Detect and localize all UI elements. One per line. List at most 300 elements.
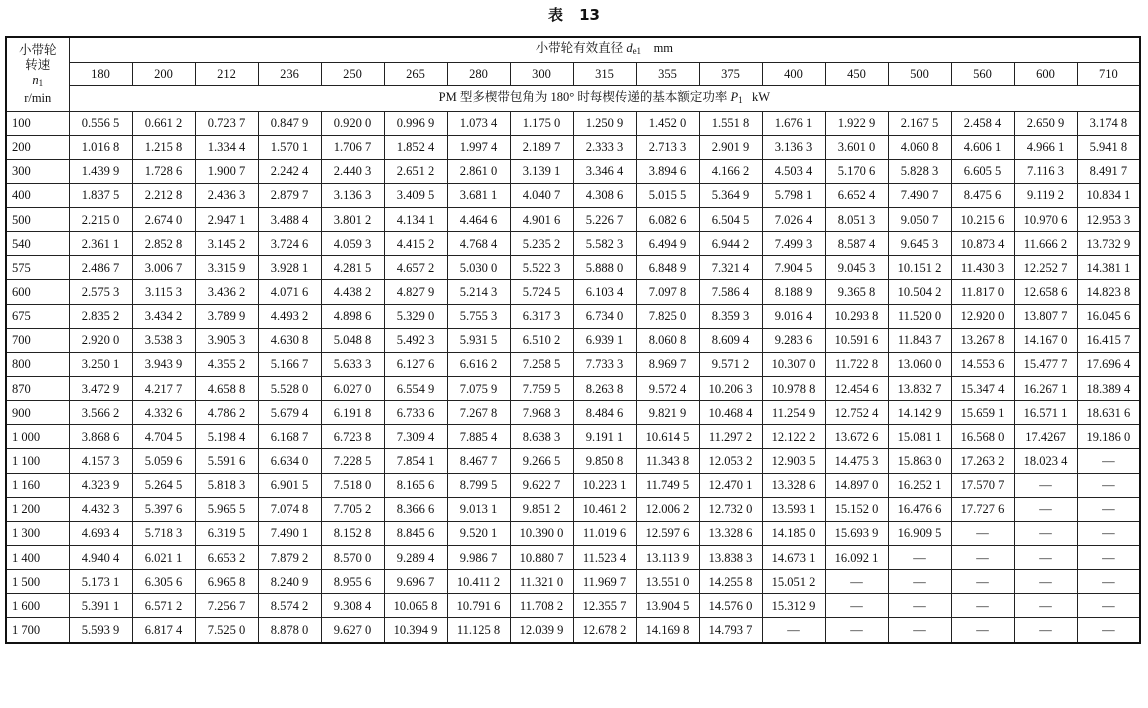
speed-cell: 300: [6, 159, 69, 183]
power-value-cell: 14.576 0: [699, 594, 762, 618]
diameter-group-header: [69, 37, 1140, 62]
power-value-cell: —: [888, 618, 951, 643]
power-value-cell: 3.006 7: [132, 256, 195, 280]
power-value-cell: 5.329 0: [384, 304, 447, 328]
power-value-cell: 12.732 0: [699, 497, 762, 521]
power-value-cell: 9.308 4: [321, 594, 384, 618]
power-value-cell: 6.027 0: [321, 377, 384, 401]
power-value-cell: 9.696 7: [384, 570, 447, 594]
power-value-cell: 16.909 5: [888, 521, 951, 545]
power-value-cell: 9.851 2: [510, 497, 573, 521]
power-value-cell: 14.475 3: [825, 449, 888, 473]
power-value-cell: 10.978 8: [762, 377, 825, 401]
power-value-cell: 4.901 6: [510, 208, 573, 232]
power-value-cell: —: [951, 521, 1014, 545]
power-value-cell: 13.732 9: [1077, 232, 1140, 256]
table-row: [6, 546, 1140, 570]
power-value-cell: —: [1077, 497, 1140, 521]
speed-cell: 900: [6, 401, 69, 425]
power-value-cell: 3.905 3: [195, 328, 258, 352]
power-value-cell: 7.904 5: [762, 256, 825, 280]
table-row: [6, 377, 1140, 401]
power-value-cell: 11.321 0: [510, 570, 573, 594]
power-value-cell: 4.940 4: [69, 546, 132, 570]
table-row: [6, 473, 1140, 497]
power-value-cell: 9.572 4: [636, 377, 699, 401]
diameter-header-cell: 450: [825, 62, 888, 85]
power-value-cell: 6.734 0: [573, 304, 636, 328]
power-value-cell: —: [762, 618, 825, 643]
power-value-cell: 14.255 8: [699, 570, 762, 594]
power-value-cell: 2.167 5: [888, 111, 951, 135]
power-value-cell: 1.073 4: [447, 111, 510, 135]
power-value-cell: 2.835 2: [69, 304, 132, 328]
power-value-cell: 12.752 4: [825, 401, 888, 425]
power-value-cell: 7.968 3: [510, 401, 573, 425]
speed-symbol-sub: 1: [38, 77, 44, 88]
power-value-cell: 14.897 0: [825, 473, 888, 497]
power-value-cell: —: [888, 594, 951, 618]
speed-unit: r/min: [24, 90, 52, 105]
power-value-cell: —: [951, 546, 1014, 570]
power-value-cell: 2.436 3: [195, 183, 258, 207]
power-value-cell: 16.045 6: [1077, 304, 1140, 328]
power-value-cell: —: [1014, 546, 1077, 570]
power-value-cell: 11.430 3: [951, 256, 1014, 280]
power-value-cell: 5.397 6: [132, 497, 195, 521]
power-value-cell: 4.332 6: [132, 401, 195, 425]
speed-cell: 1 500: [6, 570, 69, 594]
power-value-cell: 10.461 2: [573, 497, 636, 521]
power-value-cell: 5.226 7: [573, 208, 636, 232]
power-value-cell: 8.467 7: [447, 449, 510, 473]
power-value-cell: 5.679 4: [258, 401, 321, 425]
power-value-cell: —: [1077, 570, 1140, 594]
table-row: [6, 304, 1140, 328]
power-value-cell: 7.759 5: [510, 377, 573, 401]
power-value-cell: 13.328 6: [699, 521, 762, 545]
power-value-cell: 1.250 9: [573, 111, 636, 135]
power-value-cell: 10.468 4: [699, 401, 762, 425]
power-value-cell: 9.850 8: [573, 449, 636, 473]
power-value-cell: 2.852 8: [132, 232, 195, 256]
power-value-cell: 6.848 9: [636, 256, 699, 280]
power-value-cell: 3.434 2: [132, 304, 195, 328]
power-value-cell: 8.165 6: [384, 473, 447, 497]
power-value-cell: 5.492 3: [384, 328, 447, 352]
power-value-cell: 3.136 3: [762, 135, 825, 159]
power-value-cell: 4.630 8: [258, 328, 321, 352]
power-value-cell: 6.901 5: [258, 473, 321, 497]
power-value-cell: 11.749 5: [636, 473, 699, 497]
power-value-cell: 10.307 0: [762, 352, 825, 376]
power-value-cell: 6.723 8: [321, 425, 384, 449]
power-value-cell: 4.827 9: [384, 280, 447, 304]
diameter-header-cell: 250: [321, 62, 384, 85]
table-row: [6, 111, 1140, 135]
power-value-cell: 6.494 9: [636, 232, 699, 256]
power-value-cell: 11.343 8: [636, 449, 699, 473]
power-value-cell: 5.170 6: [825, 159, 888, 183]
power-value-cell: 6.965 8: [195, 570, 258, 594]
power-value-cell: 10.591 6: [825, 328, 888, 352]
power-value-cell: 6.944 2: [699, 232, 762, 256]
power-symbol: P: [730, 89, 739, 104]
speed-cell: 400: [6, 183, 69, 207]
power-value-cell: 3.868 6: [69, 425, 132, 449]
diameter-symbol-sub: e1: [632, 46, 642, 57]
power-value-cell: 7.097 8: [636, 280, 699, 304]
power-value-cell: —: [888, 546, 951, 570]
power-value-cell: 5.214 3: [447, 280, 510, 304]
power-value-cell: 7.885 4: [447, 425, 510, 449]
power-value-cell: 9.013 1: [447, 497, 510, 521]
table-row: [6, 570, 1140, 594]
power-value-cell: 5.364 9: [699, 183, 762, 207]
power-value-cell: 12.053 2: [699, 449, 762, 473]
power-value-cell: 13.807 7: [1014, 304, 1077, 328]
power-value-cell: 6.634 0: [258, 449, 321, 473]
power-value-cell: 14.673 1: [762, 546, 825, 570]
power-value-cell: 12.122 2: [762, 425, 825, 449]
power-value-cell: 10.614 5: [636, 425, 699, 449]
power-value-cell: 0.723 7: [195, 111, 258, 135]
power-value-cell: 1.676 1: [762, 111, 825, 135]
power-value-cell: —: [825, 594, 888, 618]
power-value-cell: —: [1077, 473, 1140, 497]
power-value-cell: 4.040 7: [510, 183, 573, 207]
power-value-cell: 8.366 6: [384, 497, 447, 521]
power-value-cell: 9.045 3: [825, 256, 888, 280]
power-value-cell: 1.551 8: [699, 111, 762, 135]
power-value-cell: 15.659 1: [951, 401, 1014, 425]
power-value-cell: —: [1014, 521, 1077, 545]
power-value-cell: 16.252 1: [888, 473, 951, 497]
power-value-cell: 15.152 0: [825, 497, 888, 521]
power-value-cell: 7.586 4: [699, 280, 762, 304]
power-value-cell: —: [825, 570, 888, 594]
power-value-cell: 4.898 6: [321, 304, 384, 328]
power-value-cell: 11.297 2: [699, 425, 762, 449]
power-value-cell: 6.653 2: [195, 546, 258, 570]
power-value-cell: 4.606 1: [951, 135, 1014, 159]
power-value-cell: 11.666 2: [1014, 232, 1077, 256]
power-value-cell: 4.786 2: [195, 401, 258, 425]
power-value-cell: 2.458 4: [951, 111, 1014, 135]
power-value-cell: 6.510 2: [510, 328, 573, 352]
power-value-cell: —: [1077, 449, 1140, 473]
power-value-cell: 8.587 4: [825, 232, 888, 256]
power-value-cell: 7.879 2: [258, 546, 321, 570]
power-value-cell: 10.293 8: [825, 304, 888, 328]
diameter-header-cell: 180: [69, 62, 132, 85]
power-value-cell: 2.575 3: [69, 280, 132, 304]
caption-number: 13: [579, 6, 600, 24]
power-value-cell: 13.904 5: [636, 594, 699, 618]
speed-cell: 700: [6, 328, 69, 352]
power-value-cell: 10.791 6: [447, 594, 510, 618]
power-value-cell: 13.832 7: [888, 377, 951, 401]
diameter-header-cell: 280: [447, 62, 510, 85]
power-value-cell: 6.319 5: [195, 521, 258, 545]
speed-cell: 1 700: [6, 618, 69, 643]
power-value-cell: 6.103 4: [573, 280, 636, 304]
power-value-cell: 3.145 2: [195, 232, 258, 256]
power-value-cell: 18.023 4: [1014, 449, 1077, 473]
power-value-cell: 7.267 8: [447, 401, 510, 425]
speed-cell: 800: [6, 352, 69, 376]
speed-cell: 675: [6, 304, 69, 328]
power-value-cell: 3.538 3: [132, 328, 195, 352]
power-value-cell: 3.250 1: [69, 352, 132, 376]
power-value-cell: 14.793 7: [699, 618, 762, 643]
power-value-cell: 9.191 1: [573, 425, 636, 449]
power-value-cell: 10.504 2: [888, 280, 951, 304]
speed-cell: 1 000: [6, 425, 69, 449]
power-value-cell: 4.438 2: [321, 280, 384, 304]
power-value-cell: 3.566 2: [69, 401, 132, 425]
diameter-header-cell: 265: [384, 62, 447, 85]
power-value-cell: 4.308 6: [573, 183, 636, 207]
power-value-cell: 7.075 9: [447, 377, 510, 401]
power-value-cell: 5.198 4: [195, 425, 258, 449]
power-value-cell: 15.081 1: [888, 425, 951, 449]
table-row: [6, 521, 1140, 545]
power-value-cell: 2.947 1: [195, 208, 258, 232]
power-value-cell: 12.006 2: [636, 497, 699, 521]
power-value-cell: 13.838 3: [699, 546, 762, 570]
speed-cell: 870: [6, 377, 69, 401]
table-row: [6, 232, 1140, 256]
power-value-cell: 3.724 6: [258, 232, 321, 256]
table-row: [6, 449, 1140, 473]
speed-cell: 200: [6, 135, 69, 159]
power-value-cell: 4.157 3: [69, 449, 132, 473]
power-value-cell: 13.267 8: [951, 328, 1014, 352]
power-value-cell: 2.861 0: [447, 159, 510, 183]
power-value-cell: 13.113 9: [636, 546, 699, 570]
power-value-cell: 10.394 9: [384, 618, 447, 643]
diameter-header-cell: 236: [258, 62, 321, 85]
power-value-cell: 17.4267: [1014, 425, 1077, 449]
power-value-cell: 10.065 8: [384, 594, 447, 618]
speed-cell: 540: [6, 232, 69, 256]
speed-cell: 1 300: [6, 521, 69, 545]
power-value-cell: 3.789 9: [195, 304, 258, 328]
speed-cell: 100: [6, 111, 69, 135]
power-value-cell: 2.333 3: [573, 135, 636, 159]
power-value-cell: 6.571 2: [132, 594, 195, 618]
table-row: [6, 280, 1140, 304]
power-value-cell: 4.134 1: [384, 208, 447, 232]
power-value-cell: 3.174 8: [1077, 111, 1140, 135]
power-value-cell: 4.693 4: [69, 521, 132, 545]
diameter-header-cell: 200: [132, 62, 195, 85]
power-value-cell: 14.167 0: [1014, 328, 1077, 352]
power-value-cell: 0.556 5: [69, 111, 132, 135]
power-value-cell: 18.631 6: [1077, 401, 1140, 425]
power-value-cell: 7.490 7: [888, 183, 951, 207]
diameter-values-row: [6, 62, 1140, 85]
power-value-cell: 12.678 2: [573, 618, 636, 643]
power-value-cell: 15.477 7: [1014, 352, 1077, 376]
power-value-cell: 8.152 8: [321, 521, 384, 545]
power-value-cell: 16.476 6: [888, 497, 951, 521]
power-value-cell: 10.970 6: [1014, 208, 1077, 232]
power-value-cell: 13.328 6: [762, 473, 825, 497]
table-row: [6, 159, 1140, 183]
power-value-cell: 3.601 0: [825, 135, 888, 159]
power-value-cell: 4.059 3: [321, 232, 384, 256]
power-value-cell: 12.903 5: [762, 449, 825, 473]
power-value-cell: 6.305 6: [132, 570, 195, 594]
power-value-cell: 2.674 0: [132, 208, 195, 232]
power-value-cell: 7.499 3: [762, 232, 825, 256]
power-unit: kW: [751, 89, 771, 104]
power-value-cell: 5.235 2: [510, 232, 573, 256]
power-value-cell: 3.139 1: [510, 159, 573, 183]
diameter-unit: mm: [653, 41, 674, 56]
power-value-cell: 11.843 7: [888, 328, 951, 352]
power-value-cell: 8.878 0: [258, 618, 321, 643]
power-value-cell: 14.553 6: [951, 352, 1014, 376]
power-value-cell: 6.733 6: [384, 401, 447, 425]
power-value-cell: 3.315 9: [195, 256, 258, 280]
power-value-cell: 9.266 5: [510, 449, 573, 473]
power-value-cell: 16.267 1: [1014, 377, 1077, 401]
power-value-cell: 7.490 1: [258, 521, 321, 545]
table-caption: [0, 4, 1148, 25]
power-value-cell: 2.212 8: [132, 183, 195, 207]
power-value-cell: 13.593 1: [762, 497, 825, 521]
power-value-cell: 16.415 7: [1077, 328, 1140, 352]
power-value-cell: 2.361 1: [69, 232, 132, 256]
power-value-cell: —: [1077, 546, 1140, 570]
speed-cell: 500: [6, 208, 69, 232]
power-value-cell: 1.215 8: [132, 135, 195, 159]
power-value-cell: 4.355 2: [195, 352, 258, 376]
speed-cell: 1 160: [6, 473, 69, 497]
power-value-cell: 9.627 0: [321, 618, 384, 643]
power-value-cell: 12.355 7: [573, 594, 636, 618]
power-value-cell: 1.922 9: [825, 111, 888, 135]
power-value-cell: 8.188 9: [762, 280, 825, 304]
table-row: [6, 497, 1140, 521]
power-value-cell: 1.706 7: [321, 135, 384, 159]
power-value-cell: 8.051 3: [825, 208, 888, 232]
power-value-cell: 10.880 7: [510, 546, 573, 570]
power-value-cell: 4.323 9: [69, 473, 132, 497]
power-value-cell: 5.528 0: [258, 377, 321, 401]
power-value-cell: 9.821 9: [636, 401, 699, 425]
power-value-cell: —: [1077, 618, 1140, 643]
table-body: [6, 111, 1140, 643]
power-value-cell: 6.652 4: [825, 183, 888, 207]
power-value-cell: 4.657 2: [384, 256, 447, 280]
power-value-cell: 5.173 1: [69, 570, 132, 594]
power-value-cell: 3.801 2: [321, 208, 384, 232]
power-value-cell: 4.464 6: [447, 208, 510, 232]
power-value-cell: 16.571 1: [1014, 401, 1077, 425]
power-value-cell: 14.823 8: [1077, 280, 1140, 304]
power-value-cell: 9.365 8: [825, 280, 888, 304]
diameter-header-cell: 375: [699, 62, 762, 85]
power-value-cell: 3.472 9: [69, 377, 132, 401]
power-value-cell: 6.021 1: [132, 546, 195, 570]
power-value-cell: 1.837 5: [69, 183, 132, 207]
speed-cell: 1 400: [6, 546, 69, 570]
power-value-cell: 4.432 3: [69, 497, 132, 521]
power-value-cell: 0.847 9: [258, 111, 321, 135]
power-value-cell: 2.920 0: [69, 328, 132, 352]
power-value-cell: 12.953 3: [1077, 208, 1140, 232]
power-value-cell: 17.727 6: [951, 497, 1014, 521]
speed-cell: 1 100: [6, 449, 69, 473]
power-value-cell: 10.223 1: [573, 473, 636, 497]
power-value-cell: 12.597 6: [636, 521, 699, 545]
power-value-cell: 3.136 3: [321, 183, 384, 207]
power-value-cell: 14.169 8: [636, 618, 699, 643]
power-value-cell: 5.593 9: [69, 618, 132, 643]
power-value-cell: 16.568 0: [951, 425, 1014, 449]
power-value-cell: —: [888, 570, 951, 594]
power-value-cell: 9.016 4: [762, 304, 825, 328]
power-value-cell: 2.242 4: [258, 159, 321, 183]
power-symbol-sub: 1: [738, 94, 743, 105]
power-value-cell: 12.454 6: [825, 377, 888, 401]
power-value-cell: 8.060 8: [636, 328, 699, 352]
caption-label: 表: [548, 6, 566, 24]
power-value-cell: 11.125 8: [447, 618, 510, 643]
power-value-cell: 5.798 1: [762, 183, 825, 207]
table-row: [6, 594, 1140, 618]
diameter-header-cell: 500: [888, 62, 951, 85]
power-value-cell: 13.551 0: [636, 570, 699, 594]
diameter-header-cell: 710: [1077, 62, 1140, 85]
power-value-cell: —: [951, 570, 1014, 594]
power-value-cell: 8.484 6: [573, 401, 636, 425]
power-value-cell: —: [1014, 497, 1077, 521]
power-value-cell: 2.901 9: [699, 135, 762, 159]
power-value-cell: 15.347 4: [951, 377, 1014, 401]
power-value-cell: 7.258 5: [510, 352, 573, 376]
power-value-cell: 8.638 3: [510, 425, 573, 449]
table-row: [6, 135, 1140, 159]
power-value-cell: 3.409 5: [384, 183, 447, 207]
power-value-cell: 12.470 1: [699, 473, 762, 497]
power-value-cell: 1.997 4: [447, 135, 510, 159]
diameter-header-cell: 315: [573, 62, 636, 85]
power-value-cell: 8.955 6: [321, 570, 384, 594]
power-value-cell: 14.185 0: [762, 521, 825, 545]
power-value-cell: 5.015 5: [636, 183, 699, 207]
power-value-cell: 4.966 1: [1014, 135, 1077, 159]
power-value-cell: 4.217 7: [132, 377, 195, 401]
diameter-header-cell: 212: [195, 62, 258, 85]
power-value-cell: 16.092 1: [825, 546, 888, 570]
power-value-cell: 9.283 6: [762, 328, 825, 352]
power-value-cell: 4.071 6: [258, 280, 321, 304]
power-value-cell: 5.931 5: [447, 328, 510, 352]
power-value-cell: 12.920 0: [951, 304, 1014, 328]
power-value-cell: 10.411 2: [447, 570, 510, 594]
power-value-cell: 7.228 5: [321, 449, 384, 473]
power-value-cell: 1.175 0: [510, 111, 573, 135]
power-value-cell: 1.728 6: [132, 159, 195, 183]
power-rating-table: [5, 36, 1141, 644]
power-value-cell: 5.818 3: [195, 473, 258, 497]
power-value-cell: 9.289 4: [384, 546, 447, 570]
